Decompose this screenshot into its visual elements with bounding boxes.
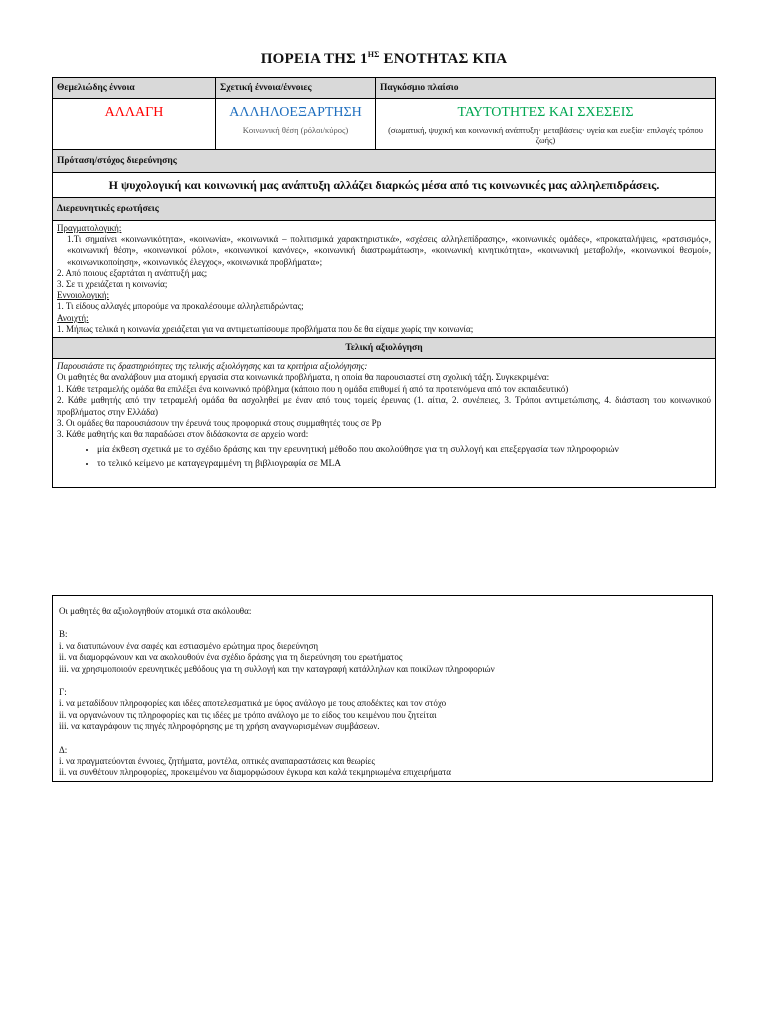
criteria-box xyxy=(52,595,713,782)
unit-plan-table xyxy=(52,77,716,488)
conceptual-question-1: 1. Τι είδους αλλαγές μπορούμε να προκαλέσουμε αλληλεπιδρώντας; xyxy=(57,301,304,312)
global-context: ΤΑΥΤΟΤΗΤΕΣ ΚΑΙ ΣΧΕΣΕΙΣ xyxy=(457,105,634,120)
key-concept-cell xyxy=(53,99,216,150)
final-line-2: 1. Κάθε τετραμελής ομάδα θα επιλέξει ένα κοινωνικό πρόβλημα (κάποιο που η ομάδα επιθυμεί ή από τα προτεινόμενα από τον εκπαιδευτικό) xyxy=(57,383,569,394)
criterion-b-item: iii. να χρησιμοποιούν ερευνητικές μεθόδους για τη συλλογή και την καταγραφή κατάλληλων και ποικίλων πληροφοριών xyxy=(59,663,495,674)
title-superscript: ΗΣ xyxy=(367,50,380,59)
factual-question-1: 1.Τι σημαίνει «κοινωνικότητα», «κοινωνία», «κοινωνικά – πολιτισμικά χαρακτηριστικά», «σχέσεις αλληλεπίδρασης», «κοινωνικές ομάδες», «προκαταλήψεις, «ρατσισμός», «κοινωνική θέση», «κοινωνικοί ρόλοι», «κοινωνικοί κανόνες», «κοινωνική διαστρωμάτωση», «κοινωνική κινητικότητα», «κοινωνική μεταβολή», «κοινωνικοί θεσμοί», «κοινωνικοποίηση», «κοινωνικός έλεγχος», «κοινωνικά προβλήματα»; xyxy=(67,234,711,267)
factual-label: Πραγματολογική: xyxy=(57,223,122,233)
criterion-d-label: Δ: xyxy=(59,744,68,755)
global-context-cell xyxy=(376,99,716,150)
title-rest: ΕΝΟΤΗΤΑΣ ΚΠΑ xyxy=(379,51,508,67)
questions-cell xyxy=(53,221,716,338)
related-concept: ΑΛΛΗΛΟΕΞΑΡΤΗΣΗ xyxy=(229,105,362,120)
related-concept-cell xyxy=(216,99,376,150)
deliverable-item: • μία έκθεση σχετικά με το σχέδιο δράσης και την ερευνητική μέθοδο που ακολούθησε για τη συλλογή και επεξεργασία των πληροφοριών xyxy=(97,443,711,457)
criterion-c-item: i. να μεταδίδουν πληροφορίες και ιδέες αποτελεσματικά με ύφος ανάλογο με τους αποδέκτες και τον στόχο xyxy=(59,698,447,709)
factual-question-2: 2. Από ποιους εξαρτάται η ανάπτυξή μας; xyxy=(57,267,208,278)
deliverables-list xyxy=(57,443,711,471)
criterion-c-item: iii. να καταγράφουν τις πηγές πληροφόρησης με τη χρήση αναγνωρισμένων συμβάσεων. xyxy=(59,721,380,732)
global-context-sub: (σωματική, ψυχική και κοινωνική ανάπτυξη· μεταβάσεις· υγεία και ευεξία· επιλογές τρόπου ζωής) xyxy=(388,125,703,145)
header-global-context: Παγκόσμιο πλαίσιο xyxy=(376,78,716,99)
final-line-3: 2. Κάθε μαθητής από την τετραμελή ομάδα θα ασχοληθεί με έναν από τους τομείς έρευνας (1. αίτια, 2. συνέπειες, 3. Τρόποι αντιμετώπισης, 4. διάσταση του κοινωνικού προβλήματος στην Ελλάδα) xyxy=(57,395,711,417)
page-title xyxy=(0,50,768,68)
criterion-b-item: ii. να διαμορφώνουν και να ακολουθούν ένα σχέδιο δράσης για τη διερεύνηση του ερωτήματος xyxy=(59,652,403,663)
criterion-b-item: i. να διατυπώνουν ένα σαφές και εστιασμένο ερώτημα προς διερεύνηση xyxy=(59,640,319,651)
inquiry-header: Πρόταση/στόχος διερεύνησης xyxy=(53,150,716,173)
final-intro: Παρουσιάστε τις δραστηριότητες της τελικής αξιολόγησης και τα κριτήρια αξιολόγησης: xyxy=(57,361,368,372)
final-assessment-header: Τελική αξιολόγηση xyxy=(53,338,716,359)
criteria-intro: Οι μαθητές θα αξιολογηθούν ατομικά στα ακόλουθα: xyxy=(59,606,252,616)
key-concept: ΑΛΛΑΓΗ xyxy=(104,105,164,120)
factual-question-3: 3. Σε τι χρειάζεται η κοινωνία; xyxy=(57,279,168,290)
criterion-c-item: ii. να οργανώνουν τις πληροφορίες και τις ιδέες με τρόπο ανάλογο με το είδος του κειμένου που ζητείται xyxy=(59,709,437,720)
conceptual-label: Εννοιολογική: xyxy=(57,290,110,301)
final-line-1: Οι μαθητές θα αναλάβουν μια ατομική εργασία στα κοινωνικά προβλήματα, η οποία θα παρουσιαστεί στη σχολική τάξη. Συγκεκριμένα: xyxy=(57,372,550,383)
header-key-concept: Θεμελιώδης έννοια xyxy=(53,78,216,99)
criterion-d-item: i. να πραγματεύονται έννοιες, ζητήματα, μοντέλα, οπτικές αναπαραστάσεις και θεωρίες xyxy=(59,756,375,767)
final-assessment-cell xyxy=(53,359,716,488)
final-line-5: 3. Κάθε μαθητής και θα παραδώσει στον διδάσκοντα σε αρχείο word: xyxy=(57,429,309,440)
debatable-question-1: 1. Μήπως τελικά η κοινωνία χρειάζεται για να αντιμετωπίσουμε προβλήματα που δε θα είχαμε χωρίς την κοινωνία; xyxy=(57,323,474,334)
debatable-label: Ανοιχτή: xyxy=(57,312,89,323)
criterion-d-item: ii. να συνθέτουν πληροφορίες, προκειμένου να διαμορφώσουν έγκυρα και καλά τεκμηριωμένα επιχειρήματα xyxy=(59,767,451,778)
criterion-b-label: Β: xyxy=(59,629,68,640)
criterion-c-label: Γ: xyxy=(59,687,67,698)
related-concept-sub: Κοινωνική θέση (ρόλοι/κύρος) xyxy=(242,125,349,135)
title-main: ΠΟΡΕΙΑ ΤΗΣ 1 xyxy=(260,51,368,67)
deliverable-item: • το τελικό κείμενο με καταγεγραμμένη τη βιβλιογραφία σε MLA xyxy=(97,457,711,471)
final-line-4: 3. Οι ομάδες θα παρουσιάσουν την έρευνά τους προφορικά στους συμμαθητές τους σε Pp xyxy=(57,418,382,429)
questions-header: Διερευνητικές ερωτήσεις xyxy=(53,198,716,221)
header-related-concepts: Σχετική έννοια/έννοιες xyxy=(216,78,376,99)
inquiry-statement: Η ψυχολογική και κοινωνική μας ανάπτυξη αλλάζει διαρκώς μέσα από τις κοινωνικές μας αλληλεπιδράσεις. xyxy=(53,173,716,198)
